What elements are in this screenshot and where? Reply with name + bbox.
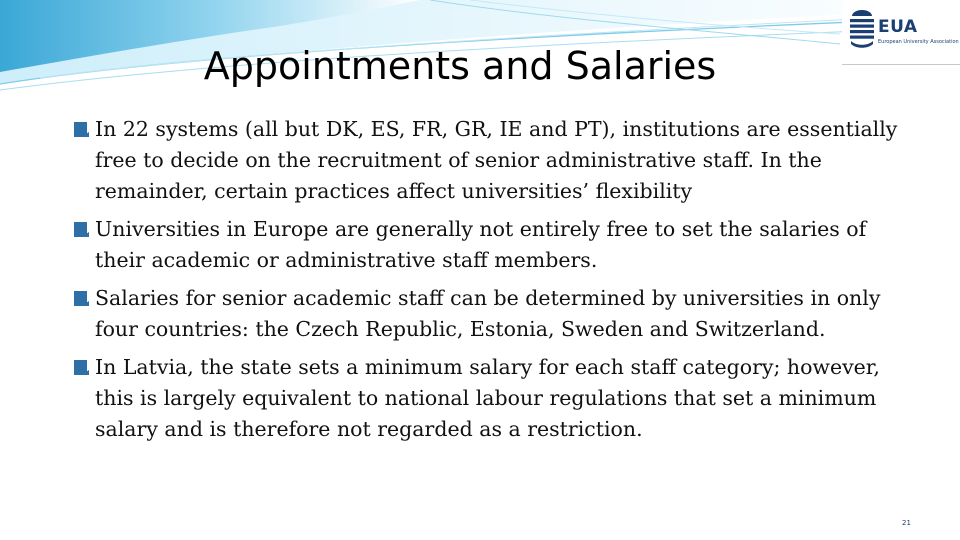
logo-text: EUA (878, 17, 918, 37)
bullet-text: Universities in Europe are generally not entirely free to set the salaries of their academic or administrative staff members. (95, 217, 867, 272)
bullet-item (74, 352, 904, 445)
q-square-bullet-icon (74, 360, 91, 375)
bullet-text: Salaries for senior academic staff can be determined by universities in only four countries: the Czech Republic, Estonia, Sweden and Switzerland. (95, 286, 881, 341)
bullet-text: In 22 systems (all but DK, ES, FR, GR, IE and PT), institutions are essentially free to decide on the recruitment of senior administrative staff. In the remainder, certain practices affect universities’ flexibility (95, 117, 898, 203)
bullet-item (74, 214, 904, 276)
bullet-list (74, 114, 904, 452)
page-number: 21 (902, 519, 911, 527)
bullet-text: In Latvia, the state sets a minimum salary for each staff category; however, this is largely equivalent to national labour regulations that set a minimum salary and is therefore not regarded as a restriction. (95, 355, 880, 441)
bullet-item (74, 114, 904, 207)
q-square-bullet-icon (74, 291, 91, 306)
q-square-bullet-icon (74, 222, 91, 237)
slide-title: Appointments and Salaries (203, 44, 717, 88)
bullet-item (74, 283, 904, 345)
q-square-bullet-icon (74, 122, 91, 137)
logo-subtitle: European University Association (878, 39, 959, 45)
